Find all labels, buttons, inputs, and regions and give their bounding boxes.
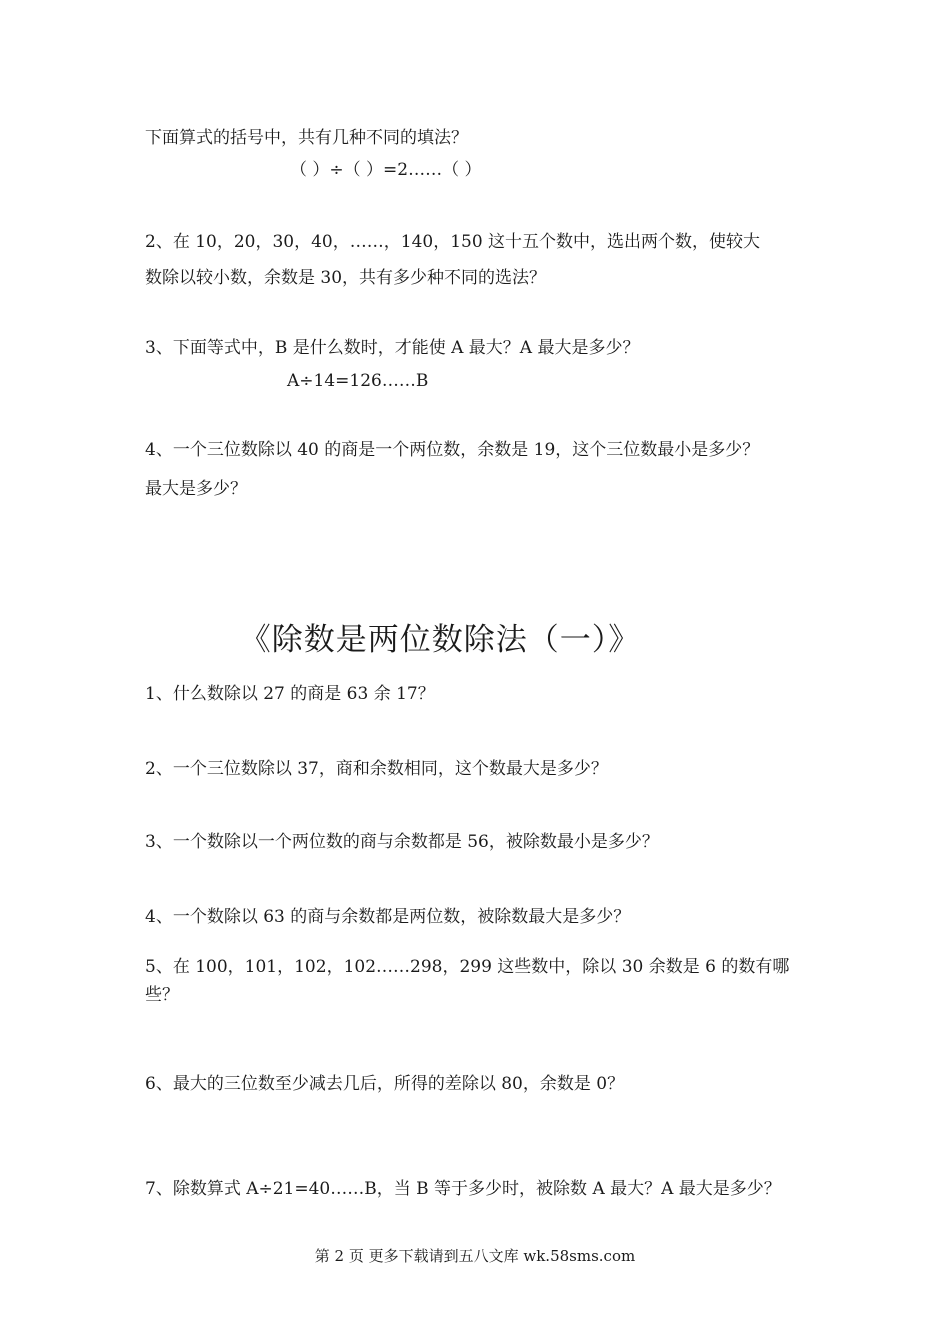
problem-3-line-1: 3、下面等式中，B 是什么数时，才能使 A 最大？A 最大是多少？ — [145, 338, 640, 358]
problem-2-line-1: 2、在 10，20，30，40，……，140，150 这十五个数中，选出两个数，使较大 — [145, 232, 761, 252]
problem-4-line-2: 最大是多少？ — [145, 479, 247, 499]
question-3: 3、一个数除以一个两位数的商与余数都是 56，被除数最小是多少？ — [145, 832, 659, 852]
problem-3-expression: A÷14=126……B — [287, 371, 429, 391]
problem-4-line-1: 4、一个三位数除以 40 的商是一个两位数，余数是 19，这个三位数最小是多少？ — [145, 440, 760, 460]
question-7: 7、除数算式 A÷21=40……B，当 B 等于多少时，被除数 A 最大？A 最大是多少？ — [145, 1179, 781, 1199]
question-2: 2、一个三位数除以 37，商和余数相同，这个数最大是多少？ — [145, 759, 608, 779]
problem-2-line-2: 数除以较小数，余数是 30，共有多少种不同的选法？ — [145, 268, 547, 288]
question-1: 1、什么数除以 27 的商是 63 余 17？ — [145, 684, 435, 704]
page-footer: 第 2 页 更多下载请到五八文库 wk.58sms.com — [314, 1247, 636, 1265]
question-6: 6、最大的三位数至少减去几后，所得的差除以 80，余数是 0？ — [145, 1074, 625, 1094]
section-title: 《除数是两位数除法（一）》 — [239, 622, 641, 658]
question-4: 4、一个数除以 63 的商与余数都是两位数，被除数最大是多少？ — [145, 907, 631, 927]
problem-intro: 下面算式的括号中，共有几种不同的填法？ — [145, 128, 468, 148]
question-5-line-2: 些？ — [145, 985, 179, 1005]
question-5-line-1: 5、在 100，101，102，102……298，299 这些数中，除以 30 余数是 6 的数有哪 — [145, 957, 790, 977]
problem-expression: （ ）÷（ ）=2……（ ） — [290, 160, 482, 180]
